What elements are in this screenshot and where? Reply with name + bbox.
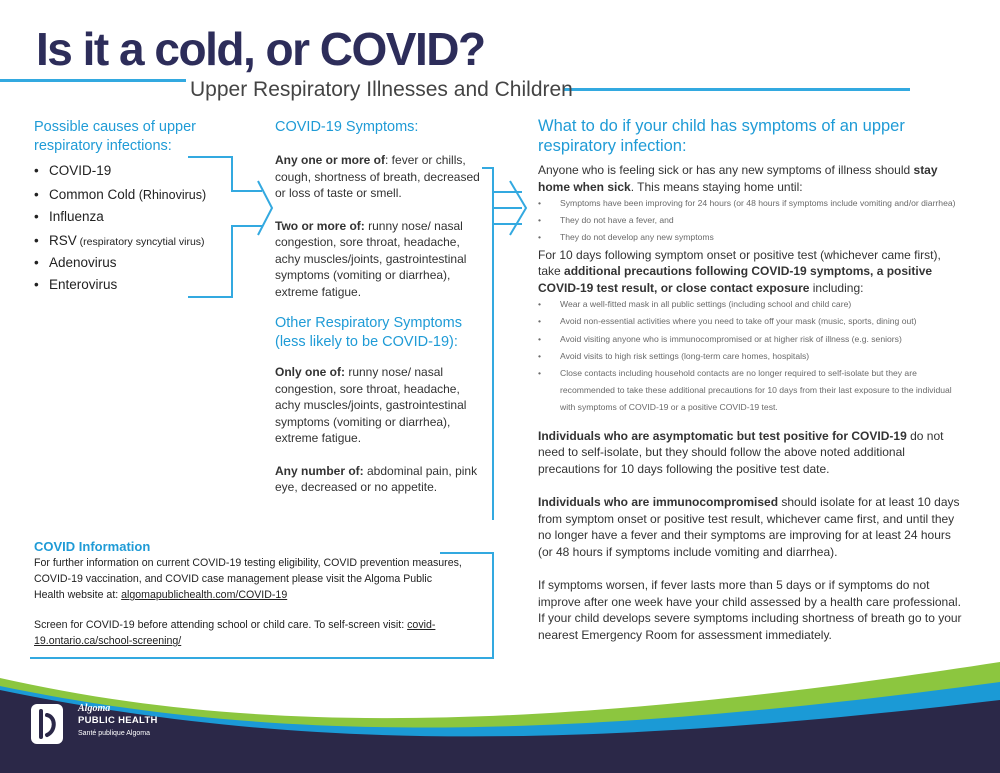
logo-line-3: Santé publique Algoma [78,730,150,737]
logo-line-1: Algoma [78,703,111,714]
causes-section [34,118,234,297]
list-item: • Close contacts including household contacts are no longer required to self-isolate but they are recommended to take these additional precautions for 10 days from their last exposure to the individual with symptoms of COVID-19 or a positive COVID-19 test. [538,365,966,417]
logo-line-2: PUBLIC HEALTH [78,715,158,726]
stay-home-until-list [538,195,966,247]
causes-heading: Possible causes of upper respiratory infections: [34,119,197,154]
symptoms-worsen-paragraph: If symptoms worsen, if fever lasts more than 5 days or if symptoms do not improve after one week have your child assessed by a health care professional. If your child develops severe symptoms including shortness of breath go to your nearest Emergency Room for assessment immediately. [538,578,962,642]
list-item: • They do not have a fever, and [538,212,966,229]
what-to-do-section [538,116,966,643]
list-item: • RSV (respiratory syncytial virus) [34,230,234,254]
stay-home-intro: Anyone who is feeling sick or has any new symptoms of illness should stay home when sick. This means staying home until: [538,163,938,194]
list-item: • Enterovirus [34,274,234,297]
list-item: • Avoid visiting anyone who is immunocompromised or at higher risk of illness (e.g. seniors) [538,331,966,348]
list-item: • Avoid visits to high risk settings (long-term care homes, hospitals) [538,348,966,365]
list-item: • Avoid non-essential activities where you need to take off your mask (music, sports, dining out) [538,313,966,330]
covid-info-paragraph: For further information on current COVID-19 testing eligibility, COVID prevention measures, COVID-19 vaccination, and COVID case management please visit the Algoma Public Health website at: algomapublichealth.com/COVID-19 [34,557,462,601]
list-item: • Common Cold (Rhinovirus) [34,184,234,207]
aph-covid-link[interactable]: algomapublichealth.com/COVID-19 [121,589,288,601]
title-rule-left [0,79,186,82]
page-subtitle: Upper Respiratory Illnesses and Children [190,78,573,101]
list-item: • They do not develop any new symptoms [538,229,966,246]
other-symptoms-heading: Other Respiratory Symptoms (less likely to be COVID-19): [275,315,462,350]
covid-symptoms-two: Two or more of: runny nose/ nasal congestion, sore throat, headache, achy muscles/joints, gastrointestinal symptoms (vomiting or diarrhea), extreme fatigue. [275,218,467,299]
algoma-logo-mark-icon [30,703,64,745]
causes-list [34,160,234,297]
list-item: • Adenovirus [34,253,234,274]
immunocompromised-paragraph: Individuals who are immunocompromised should isolate for at least 10 days from symptom onset or positive test result, whichever came first, and until they no longer have a fever and their symptoms are improving for at least 24 hours (or 48 hours if symptoms include vomiting and diarrhea). [538,495,960,559]
list-item: • Wear a well-fitted mask in all public settings (including school and child care) [538,296,966,313]
list-item: • Influenza [34,206,234,230]
covid-info-heading: COVID Information [34,539,151,554]
self-screen-paragraph: Screen for COVID-19 before attending school or child care. To self-screen visit: covid-19.ontario.ca/school-screening/ [34,619,436,647]
symptoms-section [275,118,487,496]
page-title: Is it a cold, or COVID? [36,23,485,75]
school-screening-link[interactable]: covid-19.ontario.ca/school-screening/ [34,619,436,647]
other-symptoms-one: Only one of: runny nose/ nasal congestion, sore throat, headache, achy muscles/joints, gastrointestinal symptoms (vomiting or diarrhea), extreme fatigue. [275,365,467,445]
covid-symptoms-any: Any one or more of: fever or chills, cough, shortness of breath, decreased or loss of taste or smell. [275,153,480,200]
algoma-logo [30,701,190,751]
other-symptoms-any: Any number of: abdominal pain, pink eye, decreased or no appetite. [275,463,478,494]
covid-info-section [34,538,464,649]
precautions-list [538,296,966,416]
ten-days-precautions: For 10 days following symptom onset or positive test (whichever came first), take additional precautions following COVID-19 symptoms, a positive COVID-19 test result, or close contact exposure including: [538,247,941,295]
asymptomatic-paragraph: Individuals who are asymptomatic but test positive for COVID-19 do not need to self-isolate, but they should follow the above noted additional precautions for 10 days following the positive test date. [538,428,944,476]
covid-symptoms-heading: COVID-19 Symptoms: [275,119,419,135]
list-item: • COVID-19 [34,160,234,184]
what-to-do-heading: What to do if your child has symptoms of an upper respiratory infection: [538,117,905,155]
title-rule-right [563,88,910,91]
list-item: • Symptoms have been improving for 24 hours (or 48 hours if symptoms include vomiting and/or diarrhea) [538,195,966,212]
